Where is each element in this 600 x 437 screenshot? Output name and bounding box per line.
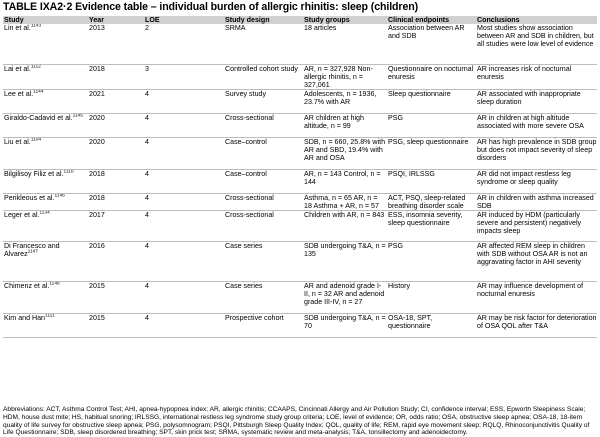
study-author: Bilgilisoy Filiz et al. (4, 169, 64, 178)
cell-design: Case–control (224, 169, 303, 193)
table-row (3, 242, 597, 282)
cell-loe: 4 (144, 211, 224, 242)
cell-study (3, 113, 88, 137)
reference-number: 1143 (30, 24, 42, 29)
cell-groups: AR and adenoid grade I-II, n = 32 AR and adenoid grade III-IV, n = 27 (303, 282, 387, 314)
cell-conclusions: AR did not impact restless leg syndrome or sleep quality (476, 169, 597, 193)
evidence-table (3, 16, 597, 338)
cell-groups: SDB undergoing T&A, n = 135 (303, 242, 387, 282)
cell-design: Cross-sectional (224, 211, 303, 242)
cell-conclusions: AR induced by HDM (particularly severe and persistent) negatively impacts sleep (476, 211, 597, 242)
cell-groups: Children with AR, n = 843 (303, 211, 387, 242)
column-header-study-groups: Study groups (303, 16, 387, 24)
reference-number: 1111 (45, 313, 55, 319)
cell-loe: 4 (144, 282, 224, 314)
cell-groups: Adolescents, n = 1936, 23.7% with AR (303, 89, 387, 113)
cell-loe: 4 (144, 137, 224, 169)
cell-study (3, 64, 88, 89)
reference-number: 1147 (27, 249, 38, 255)
cell-loe: 4 (144, 314, 224, 338)
cell-year: 2013 (88, 24, 144, 64)
cell-design: Cross-sectional (224, 193, 303, 210)
cell-loe: 2 (144, 24, 224, 64)
cell-loe: 4 (144, 89, 224, 113)
cell-conclusions: AR affected REM sleep in children with SDB without OSA AR is not an aggravating factor in AHI severity (476, 242, 597, 282)
reference-number: 1145 (72, 113, 83, 119)
cell-conclusions: AR associated with inappropriate sleep duration (476, 89, 597, 113)
cell-endpoints: PSG (387, 113, 476, 137)
cell-groups: 18 articles (303, 24, 387, 64)
cell-conclusions: AR may influence development of nocturnal enuresis (476, 282, 597, 314)
study-author: Di Francesco and Alvarez (4, 242, 60, 259)
table-row (3, 211, 597, 242)
cell-study (3, 193, 88, 210)
abbreviations-footnote: Abbreviations: ACT, Asthma Control Test; AHI, apnea-hypopnea index; AR, allergic rhinitis; CCAAPS, Cincinnati Allergy and Air Pollution Study; CI, confidence interval; ESS, Epworth Sleepiness Scale; HDM, house dust mite; HS, habitual snoring; IRLSSG, international restless leg syndrome study group criteria; LOE, level of evidence; OR, odds ratio; OSA, obstructive sleep apnea; OSA-18, 18-item quality of life survey for obstructive sleep apnea; PSG, polysomnogram; PSQI, Pittsburgh Sleep Quality Index; QOL, quality of life; REM, rapid eye movement sleep; RQLQ, Rhinoconjunctivitis Quality of Life Questionnaire; SDB, sleep disordered breathing; SPT, skin prick test; SRMA, systematic review and meta-analysis; T&A, tonsillectomy and adenoidectomy. (3, 406, 590, 437)
cell-conclusions: Most studies show association between AR and SDB in children, but all studies were low level of evidence (476, 24, 597, 64)
cell-year: 2015 (88, 282, 144, 314)
cell-design: Cross-sectional (224, 113, 303, 137)
table-header (3, 16, 597, 24)
cell-design: Case–control (224, 137, 303, 169)
cell-study (3, 282, 88, 314)
table-row (3, 282, 597, 314)
cell-endpoints: ESS, insomnia severity, sleep questionnaire (387, 211, 476, 242)
cell-loe: 4 (144, 113, 224, 137)
cell-endpoints: PSQI, IRLSSG (387, 169, 476, 193)
cell-groups: AR children at high altitude, n = 99 (303, 113, 387, 137)
cell-design: Prospective cohort (224, 314, 303, 338)
column-header-study: Study (3, 16, 88, 24)
cell-design: Controlled cohort study (224, 64, 303, 89)
cell-conclusions: AR in children with asthma increased SDB (476, 193, 597, 210)
table-row (3, 193, 597, 210)
study-author: Leger et al. (4, 211, 40, 220)
column-header-study-design: Study design (224, 16, 303, 24)
column-header-conclusions: Conclusions (476, 16, 597, 24)
study-author: Lin et al. (4, 24, 31, 33)
reference-number: 1134 (39, 210, 50, 216)
cell-year: 2018 (88, 64, 144, 89)
cell-design: Case series (224, 242, 303, 282)
cell-year: 2017 (88, 211, 144, 242)
table-row (3, 64, 597, 89)
reference-number: 1112 (30, 64, 41, 70)
table-row (3, 314, 597, 338)
cell-study (3, 169, 88, 193)
cell-conclusions: AR may be risk factor for deterioration of OSA QOL after T&A (476, 314, 597, 338)
cell-year: 2021 (88, 89, 144, 113)
cell-study (3, 24, 88, 64)
cell-groups: SDB, n = 660, 25.8% with AR and SBD, 19.4% with AR and OSA (303, 137, 387, 169)
reference-number: 1146 (54, 193, 65, 199)
reference-number: 1104 (30, 137, 42, 143)
cell-year: 2016 (88, 242, 144, 282)
table-row (3, 89, 597, 113)
reference-number: 1148 (49, 281, 60, 287)
study-author: Kim and Han (4, 314, 46, 323)
column-header-loe: LOE (144, 16, 224, 24)
cell-endpoints: OSA-18, SPT, questionnaire (387, 314, 476, 338)
cell-year: 2020 (88, 113, 144, 137)
cell-study (3, 314, 88, 338)
table-title: TABLE IXA2·2 Evidence table – individual burden of allergic rhinitis: sleep (children) (3, 1, 419, 13)
study-author: Chimenz et al. (4, 282, 50, 291)
cell-design: Case series (224, 282, 303, 314)
cell-endpoints: History (387, 282, 476, 314)
study-author: Lee et al. (4, 89, 34, 98)
cell-endpoints: PSG (387, 242, 476, 282)
cell-year: 2018 (88, 169, 144, 193)
cell-groups: SDB undergoing T&A, n = 70 (303, 314, 387, 338)
cell-year: 2015 (88, 314, 144, 338)
study-author: Giraldo-Cadavid et al. (4, 113, 73, 122)
cell-groups: Asthma, n = 65 AR, n = 18 Asthma + AR, n = 57 (303, 193, 387, 210)
study-author: Perikleous et al. (4, 193, 55, 202)
table-row (3, 137, 597, 169)
table-row (3, 113, 597, 137)
cell-year: 2020 (88, 137, 144, 169)
cell-loe: 4 (144, 193, 224, 210)
cell-groups: AR, n = 143 Control, n = 144 (303, 169, 387, 193)
cell-conclusions: AR has high prevalence in SDB group but does not impact severity of sleep disorders (476, 137, 597, 169)
cell-endpoints: Questionnaire on nocturnal enuresis (387, 64, 476, 89)
study-author: Liu et al. (4, 137, 31, 146)
cell-year: 2018 (88, 193, 144, 210)
cell-design: Survey study (224, 89, 303, 113)
cell-loe: 4 (144, 242, 224, 282)
reference-number: 1110 (63, 169, 74, 175)
cell-conclusions: AR increases risk of nocturnal enuresis (476, 64, 597, 89)
cell-conclusions: AR in children at high altitude associated with more severe OSA (476, 113, 597, 137)
cell-endpoints: Association between AR and SDB (387, 24, 476, 64)
table-row (3, 24, 597, 64)
cell-study (3, 242, 88, 282)
column-header-year: Year (88, 16, 144, 24)
cell-study (3, 211, 88, 242)
cell-groups: AR, n = 327,928 Non-allergic rhinitis, n = 327,061 (303, 64, 387, 89)
cell-endpoints: ACT, PSQ, sleep-related breathing disorder scale (387, 193, 476, 210)
table-row (3, 169, 597, 193)
study-author: Lai et al. (4, 64, 31, 73)
cell-study (3, 89, 88, 113)
reference-number: 1144 (33, 89, 44, 95)
column-header-clinical-endpoints: Clinical endpoints (387, 16, 476, 24)
cell-study (3, 137, 88, 169)
cell-loe: 4 (144, 169, 224, 193)
table-body (3, 24, 597, 337)
cell-endpoints: Sleep questionnaire (387, 89, 476, 113)
cell-endpoints: PSG, sleep questionnaire (387, 137, 476, 169)
cell-loe: 3 (144, 64, 224, 89)
cell-design: SRMA (224, 24, 303, 64)
